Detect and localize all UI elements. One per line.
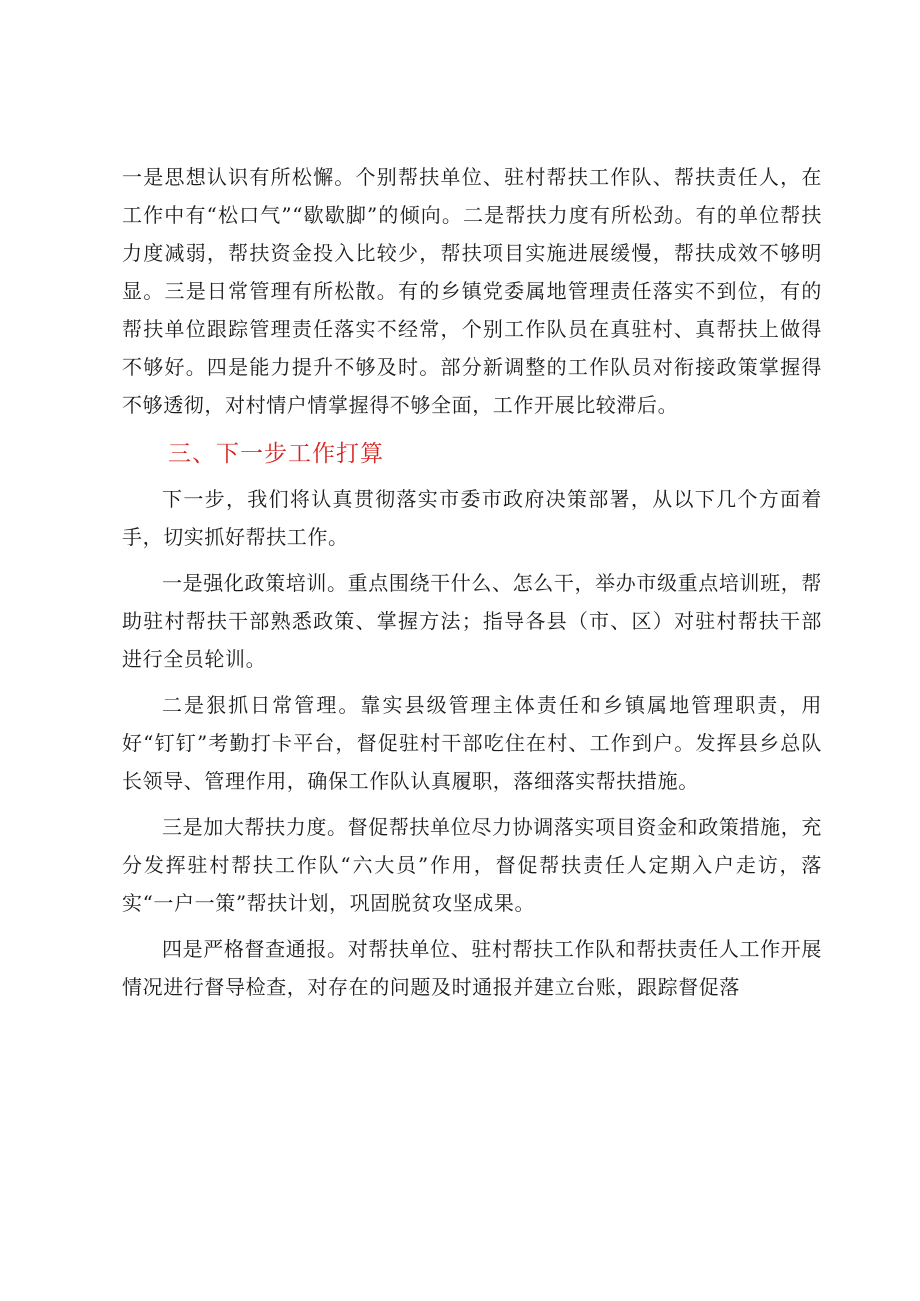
paragraph-supervision: 四是严格督查通报。对帮扶单位、驻村帮扶工作队和帮扶责任人工作开展情况进行督导检查，对存在的问题及时通报并建立台账，跟踪督促落 [122,937,822,999]
paragraph-assistance-strength: 三是加大帮扶力度。督促帮扶单位尽力协调落实项目资金和政策措施，充分发挥驻村帮扶工作队“六大员”作用，督促帮扶责任人定期入户走访，落实“一户一策”帮扶计划，巩固脱贫攻坚成果。 [122,815,822,915]
paragraph-intro: 下一步，我们将认真贯彻落实市委市政府决策部署，从以下几个方面着手，切实抓好帮扶工作。 [122,487,822,549]
paragraph-daily-management: 二是狠抓日常管理。靠实县级管理主体责任和乡镇属地管理职责，用好“钉钉”考勤打卡平台，督促驻村干部吃住在村、工作到户。发挥县乡总队长领导、管理作用，确保工作队认真履职，落细落实帮扶措施。 [122,693,822,793]
section-heading-next-steps: 三、下一步工作打算 [168,441,384,467]
document-body [122,158,822,1006]
paragraph-policy-training: 一是强化政策培训。重点围绕干什么、怎么干，举办市级重点培训班，帮助驻村帮扶干部熟悉政策、掌握方法；指导各县（市、区）对驻村帮扶干部进行全员轮训。 [122,571,822,671]
paragraph-problems: 一是思想认识有所松懈。个别帮扶单位、驻村帮扶工作队、帮扶责任人，在工作中有“松口气”“歇歇脚”的倾向。二是帮扶力度有所松劲。有的单位帮扶力度减弱，帮扶资金投入比较少，帮扶项目实施进展缓慢，帮扶成效不够明显。三是日常管理有所松散。有的乡镇党委属地管理责任落实不到位，有的帮扶单位跟踪管理责任落实不经常，个别工作队员在真驻村、真帮扶上做得不够好。四是能力提升不够及时。部分新调整的工作队员对衔接政策掌握得不够透彻，对村情户情掌握得不够全面，工作开展比较滞后。 [122,165,822,417]
